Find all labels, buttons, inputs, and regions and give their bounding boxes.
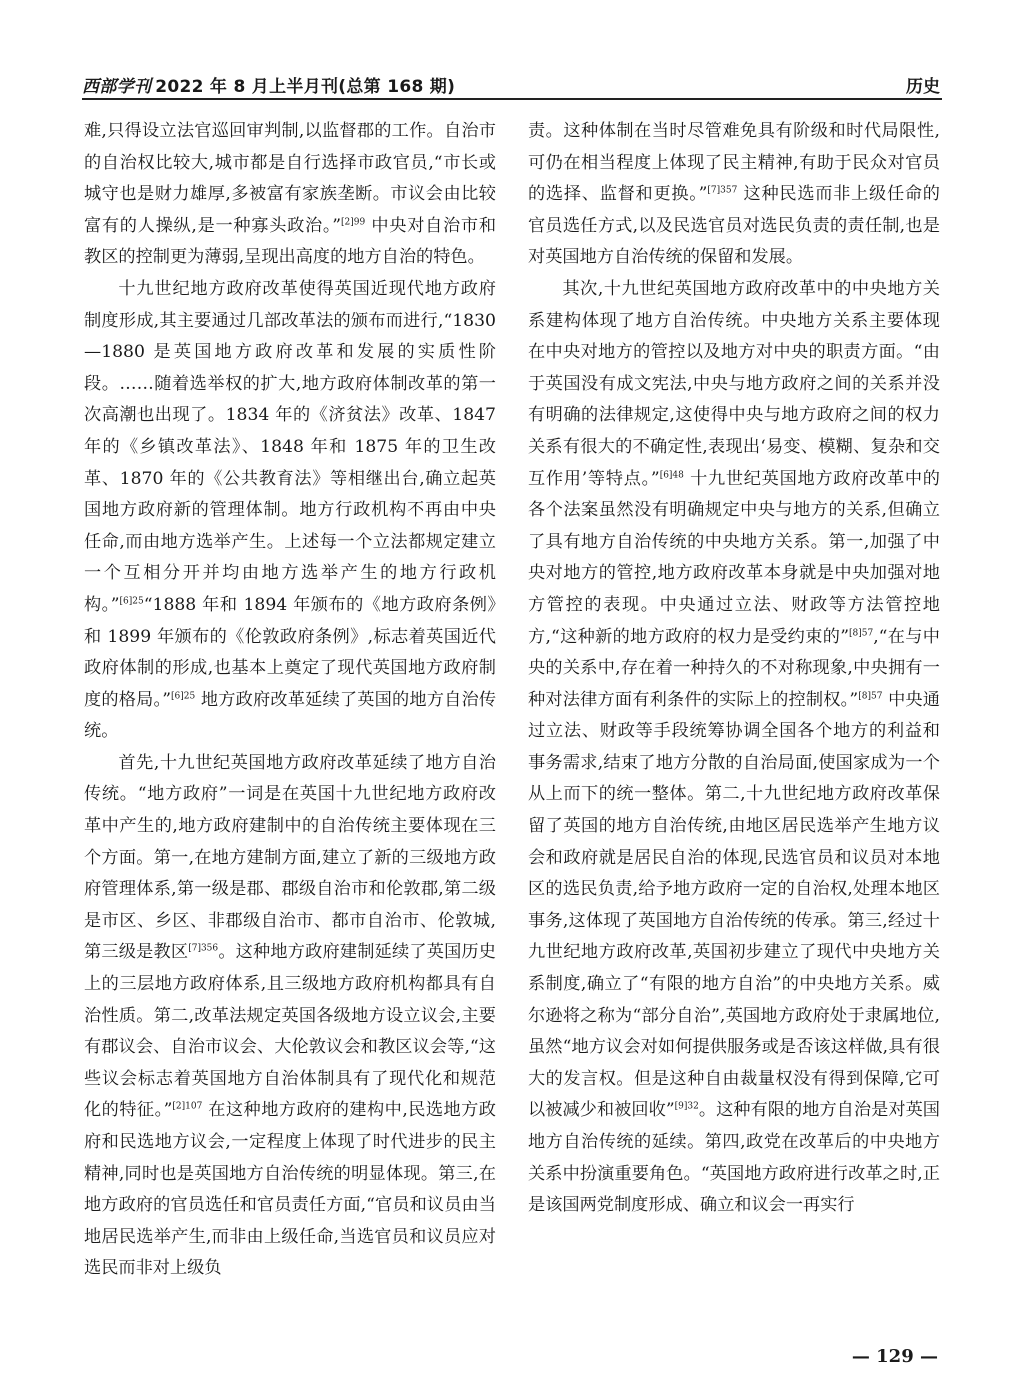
citation-marker: [8]57 <box>849 627 874 638</box>
citation-marker: [8]57 <box>858 690 883 701</box>
citation-marker: [7]357 <box>707 185 738 196</box>
body-text: 中央通过立法、财政等手段统筹协调全国各个地方的利益和事务需求,结束了地方分散的自治局面,使国家成为一个从上而下的统一整体。第二,十九世纪地方政府改革保留了英国的地方自治传统,由地区居民选举产生地方议会和政府就是居民自治的体现,民选官员和议员对本地区的选民负责,给予地方政府一定的自治权,处理本地区事务,这体现了英国地方自治传统的传承。第三,经过十九世纪地方政府改革,英国初步建立了现代中央地方关系制度,确立了“有限的地方自治”的中央地方关系。威尔逊将之称为“部分自治”,英国地方政府处于隶属地位,虽然“地方议会对如何提供服务或是否该这样做,具有很大的发言权。但是这种自由裁量权没有得到保障,它可以被减少和被回收” <box>528 689 940 1121</box>
body-text: ,“在与中央的关系中,存在着一种持久的不对称现象,中央拥有一种对法律方面有利条件的实际上的控制权。” <box>528 626 940 710</box>
citation-marker: [2]107 <box>172 1101 203 1112</box>
left-column <box>84 116 496 1285</box>
right-column <box>528 116 940 1222</box>
body-paragraph <box>84 274 496 748</box>
body-text: 这种民选而非上级任命的官员选任方式,以及民选官员对选民负责的责任制,也是对英国地方自治传统的保留和发展。 <box>528 184 940 268</box>
running-header <box>82 66 942 102</box>
page-number: — 129 — <box>851 1346 938 1367</box>
journal-name: 西部学刊 <box>82 77 152 97</box>
body-paragraph <box>528 116 940 274</box>
body-text: 责。这种体制在当时尽管难免具有阶级和时代局限性,可仍在相当程度上体现了民主精神,有助于民众对官员的选择、监督和更换。” <box>528 121 940 205</box>
issue-info: 2022 年 8 月上半月刊(总第 168 期) <box>155 77 456 97</box>
citation-marker: [2]99 <box>341 217 366 228</box>
body-paragraph <box>84 748 496 1285</box>
citation-marker: [6]25 <box>119 596 144 607</box>
citation-marker: [7]356 <box>188 943 219 954</box>
body-text: 十九世纪英国地方政府改革中的各个法案虽然没有明确规定中央与地方的关系,但确立了具有地方自治传统的中央地方关系。第一,加强了中央对地方的管控,地方政府改革本身就是中央加强对地方管控的表现。中央通过立法、财政等方法管控地方,“这种新的地方政府的权力是受约束的” <box>528 468 940 647</box>
citation-marker: [6]25 <box>171 690 196 701</box>
section-label: 历史 <box>906 77 940 97</box>
body-text: 地方政府改革延续了英国的地方自治传统。 <box>84 689 497 742</box>
body-paragraph <box>84 116 496 274</box>
body-paragraph <box>528 274 940 1222</box>
body-text: “1888 年和 1894 年颁布的《地方政府条例》和 1899 年颁布的《伦敦政府条例》,标志着英国近代政府体制的形成,也基本上奠定了现代英国地方政府制度的格局。” <box>84 594 497 710</box>
body-text: 难,只得设立法官巡回审判制,以监督郡的工作。自治市的自治权比较大,城市都是自行选择市政官员,“市长或城守也是财力雄厚,多被富有家族垄断。市议会由比较富有的人操纵,是一种寡头政治。” <box>84 121 496 236</box>
header-rule <box>82 98 942 100</box>
body-text: 其次,十九世纪英国地方政府改革中的中央地方关系建构体现了地方自治传统。中央地方关系主要体现在中央对地方的管控以及地方对中央的职责方面。“由于英国没有成文宪法,中央与地方政府之间的关系并没有明确的法律规定,这使得中央与地方政府之间的权力关系有很大的不确定性,表现出‘易变、模糊、复杂和交互作用’等特点。” <box>528 278 940 489</box>
citation-marker: [9]32 <box>674 1101 699 1112</box>
citation-marker: [6]48 <box>659 469 684 480</box>
body-text: 十九世纪地方政府改革使得英国近现代地方政府制度形成,其主要通过几部改革法的颁布而进行,“1830—1880 是英国地方政府改革和发展的实质性阶段。……随着选举权的扩大,地方政府体制改革的第一次高潮也出现了。1834 年的《济贫法》改革、1847 年的《乡镇改革法》、1848 年和 1875 年的卫生改革、1870 年的《公共教育法》等相继出台,确立起英国地方政府新的管理体制。地方行政机构不再由中央任命,而由地方选举产生。上述每一个立法都规定建立一个互相分开并均由地方选举产生的地方行政机构。” <box>84 278 496 615</box>
body-text: 。这种地方政府建制延续了英国历史上的三层地方政府体系,且三级地方政府机构都具有自治性质。第二,改革法规定英国各级地方设立议会,主要有郡议会、自治市议会、大伦敦议会和教区议会等,“这些议会标志着英国地方自治体制具有了现代化和规范化的特征。” <box>84 942 496 1121</box>
body-text: 在这种地方政府的建构中,民选地方政府和民选地方议会,一定程度上体现了时代进步的民主精神,同时也是英国地方自治传统的明显体现。第三,在地方政府的官员选任和官员责任方面,“官员和议员由当地居民选举产生,而非由上级任命,当选官员和议员应对选民而非对上级负 <box>84 1100 496 1279</box>
body-text: 首先,十九世纪英国地方政府改革延续了地方自治传统。“地方政府”一词是在英国十九世纪地方政府改革中产生的,地方政府建制中的自治传统主要体现在三个方面。第一,在地方建制方面,建立了新的三级地方政府管理体系,第一级是郡、郡级自治市和伦敦郡,第二级是市区、乡区、非郡级自治市、都市自治市、伦敦城,第三级是教区 <box>84 752 496 963</box>
body-text: 。这种有限的地方自治是对英国地方自治传统的延续。第四,政党在改革后的中央地方关系中扮演重要角色。“英国地方政府进行改革之时,正是该国两党制度形成、确立和议会一再实行 <box>528 1100 940 1216</box>
header-journal-info <box>82 72 455 97</box>
body-text: 中央对自治市和教区的控制更为薄弱,呈现出高度的地方自治的特色。 <box>84 215 497 268</box>
